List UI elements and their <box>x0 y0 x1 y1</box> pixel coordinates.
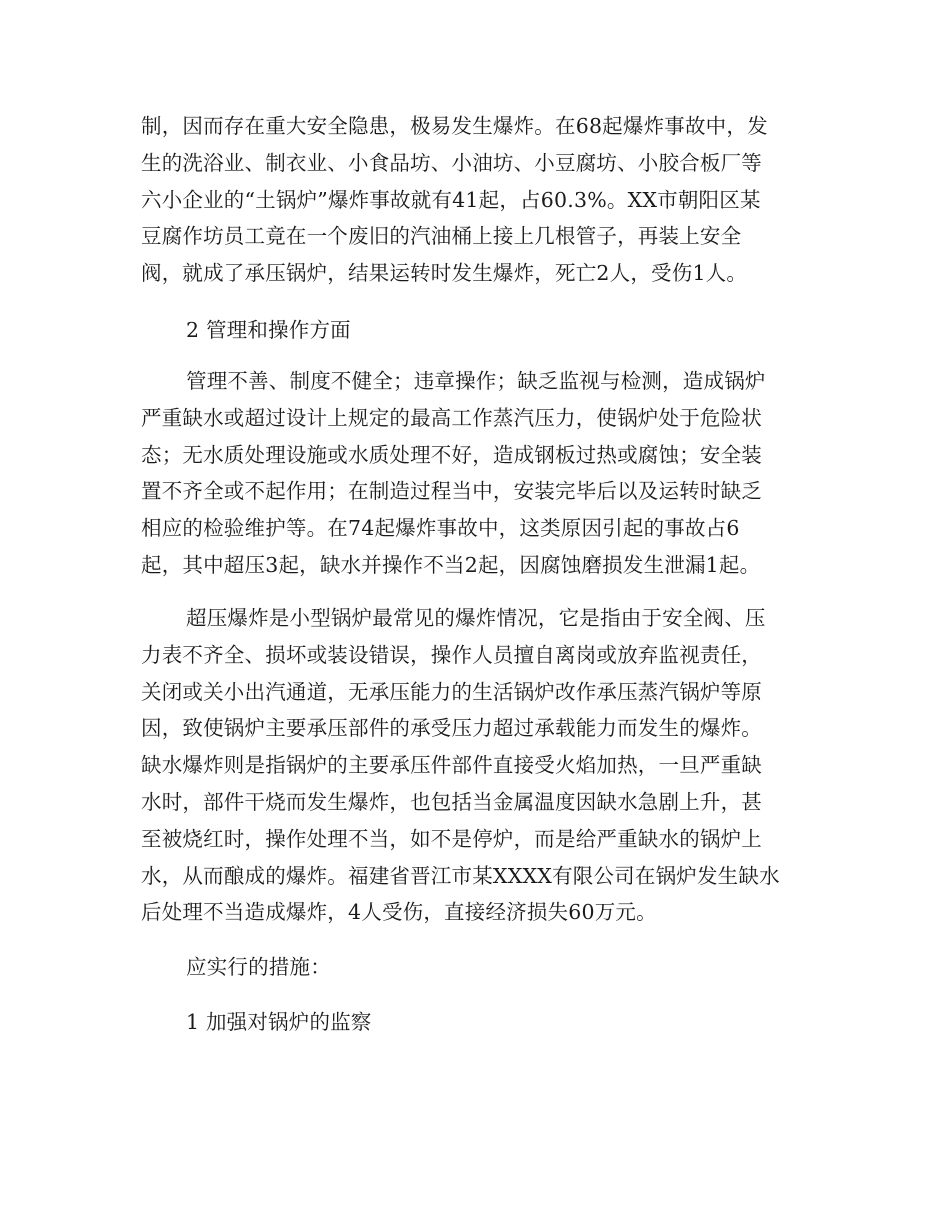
measures-heading: 应实行的措施： <box>186 955 331 979</box>
paragraph-line: 水时，部件干烧而发生爆炸，也包括当金属温度因缺水急剧上升，甚 <box>141 790 762 814</box>
paragraph-line: 超压爆炸是小型锅炉最常见的爆炸情况，它是指由于安全阀、压 <box>186 606 766 630</box>
paragraph-line: 后处理不当造成爆炸，4人受伤，直接经济损失60万元。 <box>141 900 657 924</box>
paragraph-line: 起，其中超压3起，缺水并操作不当2起，因腐蚀磨损发生泄漏1起。 <box>141 553 761 577</box>
paragraph-line: 水，从而酿成的爆炸。福建省晋江市某XXXX有限公司在锅炉发生缺水 <box>141 864 780 888</box>
section-heading: 1 加强对锅炉的监察 <box>186 1010 372 1034</box>
section-heading: 2 管理和操作方面 <box>186 318 351 342</box>
paragraph-line: 态；无水质处理设施或水质处理不好，造成钢板过热或腐蚀；安全装 <box>141 443 762 467</box>
paragraph-line: 阀，就成了承压锅炉，结果运转时发生爆炸，死亡2人，受伤1人。 <box>141 261 748 285</box>
paragraph-line: 至被烧红时，操作处理不当，如不是停炉，而是给严重缺水的锅炉上 <box>141 827 762 851</box>
paragraph-line: 置不齐全或不起作用；在制造过程当中，安装完毕后以及运转时缺乏 <box>141 479 762 503</box>
paragraph-line: 严重缺水或超过设计上规定的最高工作蒸汽压力，使锅炉处于危险状 <box>141 406 762 430</box>
paragraph-line: 生的洗浴业、制衣业、小食品坊、小油坊、小豆腐坊、小胶合板厂等 <box>141 151 762 175</box>
paragraph-line: 制，因而存在重大安全隐患，极易发生爆炸。在68起爆炸事故中，发 <box>141 114 768 138</box>
paragraph-line: 豆腐作坊员工竟在一个废旧的汽油桶上接上几根管子，再装上安全 <box>141 224 742 248</box>
paragraph-line: 缺水爆炸则是指锅炉的主要承压件部件直接受火焰加热，一旦严重缺 <box>141 753 762 777</box>
paragraph-line: 相应的检验维护等。在74起爆炸事故中，这类原因引起的事故占6 <box>141 516 740 540</box>
paragraph-line: 六小企业的“土锅炉”爆炸事故就有41起，占60.3%。XX市朝阳区某 <box>141 188 761 212</box>
paragraph-line: 管理不善、制度不健全；违章操作；缺乏监视与检测，造成锅炉 <box>186 369 766 393</box>
paragraph-line: 因，致使锅炉主要承压部件的承受压力超过承载能力而发生的爆炸。 <box>141 716 762 740</box>
paragraph-line: 力表不齐全、损坏或装设错误，操作人员擅自离岗或放弃监视责任， <box>141 643 762 667</box>
paragraph-line: 关闭或关小出汽通道，无承压能力的生活锅炉改作承压蒸汽锅炉等原 <box>141 680 762 704</box>
